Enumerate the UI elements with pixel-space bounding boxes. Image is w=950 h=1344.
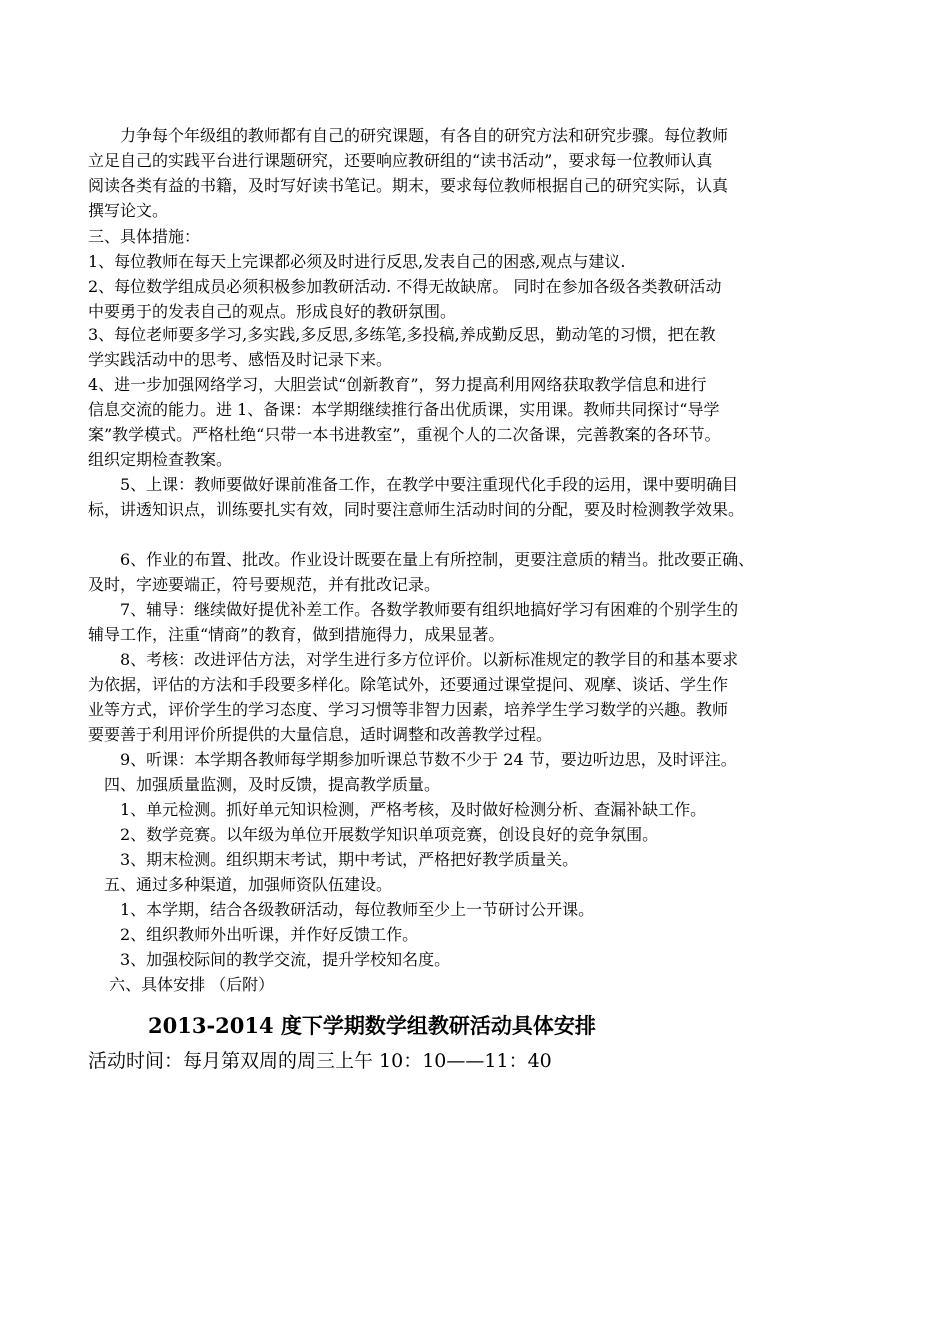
text-line: 辅导工作，注重“情商”的教育，做到措施得力，成果显著。 xyxy=(88,625,505,644)
text-line: 3、期末检测。组织期末考试，期中考试，严格把好教学质量关。 xyxy=(88,850,579,869)
text-line: 2、组织教师外出听课，并作好反馈工作。 xyxy=(88,925,419,944)
text-line: 3、每位老师要多学习,多实践,多反思,多练笔,多投稿,养成勤反思，勤动笔的习惯，把在教 xyxy=(88,325,716,344)
text-line: 信息交流的能力。进 1、备课：本学期继续推行备出优质课，实用课。教师共同探讨“导学 xyxy=(88,400,720,419)
text-line: 阅读各类有益的书籍，及时写好读书笔记。期末，要求每位教师根据自己的研究实际，认真 xyxy=(88,176,729,195)
text-line: 要要善于利用评价所提供的大量信息，适时调整和改善教学过程。 xyxy=(88,725,553,744)
text-line: 标，讲透知识点，训练要扎实有效，同时要注意师生活动时间的分配，要及时检测教学效果。 xyxy=(88,500,745,519)
text-line: 2、数学竞赛。以年级为单位开展数学知识单项竞赛，创设良好的竞争氛围。 xyxy=(88,825,659,844)
text-line: 撰写论文。 xyxy=(88,201,169,220)
schedule-title: 2013-2014 度下学期数学组教研活动具体安排 xyxy=(148,1013,596,1038)
text-line: 中要勇于的发表自己的观点。形成良好的教研氛围。 xyxy=(88,302,457,321)
text-line: 五、通过多种渠道，加强师资队伍建设。 xyxy=(88,875,393,894)
text-line: 4、进一步加强网络学习，大胆尝试“创新教育”，努力提高利用网络获取教学信息和进行 xyxy=(88,375,707,394)
text-line: 7、辅导：继续做好提优补差工作。各数学教师要有组织地搞好学习有困难的个别学生的 xyxy=(88,600,739,619)
text-line: 5、上课：教师要做好课前准备工作，在教学中要注重现代化手段的运用，课中要明确目 xyxy=(88,475,739,494)
text-line: 学实践活动中的思考、感悟及时记录下来。 xyxy=(88,350,393,369)
text-line: 1、单元检测。抓好单元知识检测，严格考核，及时做好检测分析、查漏补缺工作。 xyxy=(88,800,707,819)
text-line: 组织定期检查教案。 xyxy=(88,450,233,469)
text-line: 案”教学模式。严格杜绝“只带一本书进教室”，重视个人的二次备课，完善教案的各环节。 xyxy=(88,425,721,444)
text-line: 1、每位教师在每天上完课都必须及时进行反思,发表自己的困惑,观点与建议. xyxy=(88,252,626,271)
text-line: 六、具体安排 （后附） xyxy=(88,975,275,994)
text-line: 1、本学期，结合各级教研活动，每位教师至少上一节研讨公开课。 xyxy=(88,900,595,919)
text-line: 6、作业的布置、批改。作业设计既要在量上有所控制，更要注意质的精当。批改要正确、 xyxy=(88,550,755,569)
text-line: 立足自己的实践平台进行课题研究，还要响应教研组的“读书活动”，要求每一位教师认真 xyxy=(88,151,713,170)
text-line: 力争每个年级组的教师都有自己的研究课题，有各自的研究方法和研究步骤。每位教师 xyxy=(88,126,729,145)
text-line: 及时，字迹要端正，符号要规范，并有批改记录。 xyxy=(88,575,441,594)
text-line: 2、每位数学组成员必须积极参加教研活动. 不得无故缺席。 同时在参加各级各类教研活动 xyxy=(88,277,722,296)
text-line: 为依据，评估的方法和手段要多样化。除笔试外，还要通过课堂提问、观摩、谈话、学生作 xyxy=(88,675,729,694)
text-line: 8、考核：改进评估方法，对学生进行多方位评价。以新标准规定的教学目的和基本要求 xyxy=(88,650,739,669)
text-line: 四、加强质量监测，及时反馈，提高教学质量。 xyxy=(88,775,441,794)
text-line: 9、听课：本学期各教师每学期参加听课总节数不少于 24 节，要边听边思，及时评注。 xyxy=(88,750,737,769)
text-line: 3、加强校际间的教学交流，提升学校知名度。 xyxy=(88,950,451,969)
text-line: 三、具体措施： xyxy=(88,227,201,246)
text-line: 业等方式，评价学生的学习态度、学习习惯等非智力因素，培养学生学习数学的兴趣。教师 xyxy=(88,700,729,719)
activity-time: 活动时间：每月第双周的周三上午 10：10——11：40 xyxy=(88,1050,552,1072)
